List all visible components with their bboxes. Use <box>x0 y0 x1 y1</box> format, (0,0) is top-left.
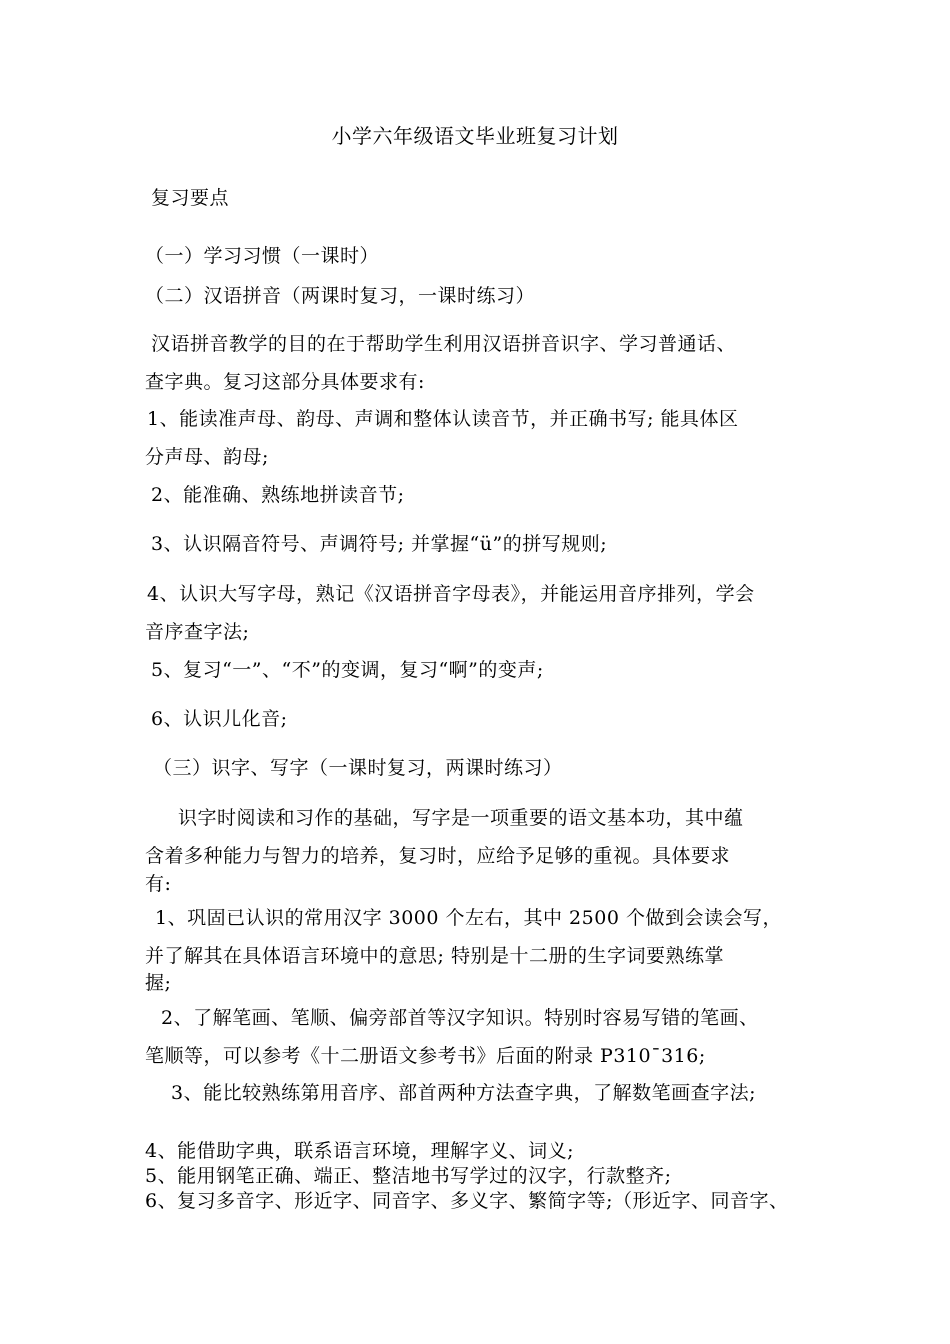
list-item-continued: 笔顺等，可以参考《十二册语文参考书》后面的附录 P310¯316; <box>145 1045 706 1067</box>
paragraph-line: 识字时阅读和习作的基础，写字是一项重要的语文基本功，其中蕴 <box>178 807 744 829</box>
list-item: 6、认识儿化音; <box>151 708 288 730</box>
paragraph-line: 含着多种能力与智力的培养，复习时，应给予足够的重视。具体要求 <box>145 845 731 867</box>
list-item: 5、复习“一”、“不”的变调，复习“啊”的变声; <box>151 659 544 681</box>
paragraph-line: 汉语拼音教学的目的在于帮助学生利用汉语拼音识字、学习普通话、 <box>151 333 737 355</box>
list-item: 4、认识大写字母，熟记《汉语拼音字母表》，并能运用音序排列，学会 <box>147 583 755 605</box>
list-item: 4、能借助字典，联系语言环境，理解字义、词义; <box>145 1140 574 1162</box>
outline-item-2: （二）汉语拼音（两课时复习，一课时练习） <box>145 285 536 307</box>
outline-item-3: （三）识字、写字（一课时复习，两课时练习） <box>153 757 563 779</box>
list-item: 6、复习多音字、形近字、同音字、多义字、繁简字等;（形近字、同音字、 <box>145 1190 789 1212</box>
section-heading: 复习要点 <box>151 187 230 209</box>
list-item: 1、巩固已认识的常用汉字 3000 个左右，其中 2500 个做到会读会写， <box>155 907 782 929</box>
list-item: 2、能准确、熟练地拼读音节; <box>151 484 405 506</box>
document-title: 小学六年级语文毕业班复习计划 <box>331 124 619 148</box>
outline-item-1: （一）学习习惯（一课时） <box>145 245 380 267</box>
list-item: 5、能用钢笔正确、端正、整洁地书写学过的汉字，行款整齐; <box>145 1165 672 1187</box>
list-item-continued: 握; <box>145 972 172 994</box>
list-item: 1、能读准声母、韵母、声调和整体认读音节，并正确书写; 能具体区 <box>147 408 739 430</box>
list-item: 2、了解笔画、笔顺、偏旁部首等汉字知识。特别时容易写错的笔画、 <box>161 1007 759 1029</box>
paragraph-line: 有: <box>145 873 172 895</box>
list-item: 3、能比较熟练第用音序、部首两种方法查字典，了解数笔画查字法; <box>171 1082 756 1104</box>
list-item: 3、认识隔音符号、声调符号; 并掌握“ü”的拼写规则; <box>151 533 608 555</box>
list-item-continued: 音序查字法; <box>145 621 250 643</box>
list-item-continued: 并了解其在具体语言环境中的意思; 特别是十二册的生字词要熟练掌 <box>145 945 724 967</box>
list-item-continued: 分声母、韵母; <box>145 446 269 468</box>
paragraph-line: 查字典。复习这部分具体要求有: <box>145 371 425 393</box>
